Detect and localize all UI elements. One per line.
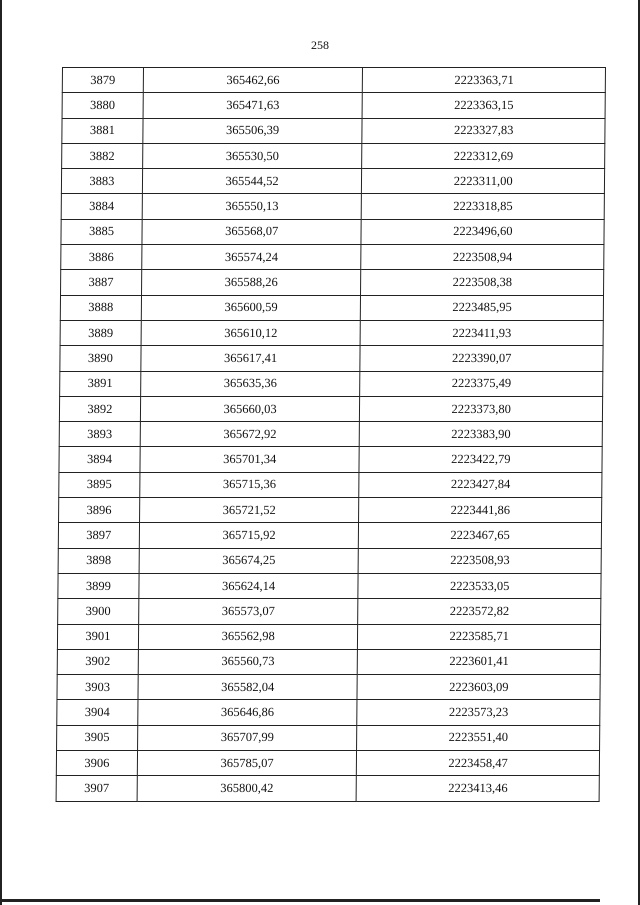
point-number-cell: 3882 — [62, 143, 143, 168]
x-coordinate-cell: 365721,52 — [139, 498, 359, 523]
x-coordinate-cell: 365617,41 — [141, 346, 361, 371]
y-coordinate-cell: 2223573,23 — [357, 700, 600, 725]
coordinates-table-body — [56, 68, 605, 802]
x-coordinate-cell: 365701,34 — [140, 447, 360, 472]
y-coordinate-cell: 2223508,38 — [361, 270, 604, 295]
point-number-cell: 3886 — [61, 245, 142, 270]
y-coordinate-cell: 2223375,49 — [360, 371, 603, 396]
x-coordinate-cell: 365660,03 — [140, 396, 360, 421]
x-coordinate-cell: 365672,92 — [140, 422, 360, 447]
point-number-cell: 3898 — [58, 548, 139, 573]
y-coordinate-cell: 2223311,00 — [362, 169, 605, 194]
y-coordinate-cell: 2223496,60 — [361, 219, 604, 244]
y-coordinate-cell: 2223427,84 — [359, 472, 602, 497]
table-row — [59, 498, 602, 523]
scan-edge-left — [0, 0, 2, 905]
point-number-cell: 3883 — [61, 169, 142, 194]
x-coordinate-cell: 365635,36 — [140, 371, 360, 396]
table-row — [58, 523, 601, 548]
point-number-cell: 3905 — [57, 725, 138, 750]
y-coordinate-cell: 2223373,80 — [360, 396, 603, 421]
point-number-cell: 3885 — [61, 219, 142, 244]
point-number-cell: 3888 — [60, 295, 141, 320]
y-coordinate-cell: 2223458,47 — [357, 751, 600, 776]
point-number-cell: 3880 — [62, 93, 143, 118]
table-row — [60, 371, 603, 396]
y-coordinate-cell: 2223422,79 — [359, 447, 602, 472]
table-row — [61, 245, 604, 270]
table-row — [59, 422, 602, 447]
y-coordinate-cell: 2223318,85 — [362, 194, 605, 219]
table-row — [61, 194, 604, 219]
point-number-cell: 3902 — [57, 649, 138, 674]
point-number-cell: 3901 — [57, 624, 138, 649]
table-row — [58, 573, 601, 598]
x-coordinate-cell: 365462,66 — [143, 68, 363, 93]
scan-edge-bottom — [0, 899, 600, 902]
x-coordinate-cell: 365574,24 — [142, 245, 362, 270]
table-row — [56, 751, 599, 776]
point-number-cell: 3884 — [61, 194, 142, 219]
y-coordinate-cell: 2223601,41 — [358, 649, 601, 674]
x-coordinate-cell: 365573,07 — [138, 599, 358, 624]
y-coordinate-cell: 2223603,09 — [357, 675, 600, 700]
point-number-cell: 3881 — [62, 118, 143, 143]
x-coordinate-cell: 365582,04 — [138, 675, 358, 700]
y-coordinate-cell: 2223363,71 — [363, 68, 606, 93]
x-coordinate-cell: 365506,39 — [143, 118, 363, 143]
table-row — [62, 68, 605, 93]
y-coordinate-cell: 2223508,93 — [359, 548, 602, 573]
point-number-cell: 3879 — [62, 68, 143, 93]
point-number-cell: 3889 — [60, 320, 141, 345]
x-coordinate-cell: 365624,14 — [139, 573, 359, 598]
table-row — [56, 776, 599, 801]
table-row — [57, 675, 600, 700]
table-row — [60, 320, 603, 345]
point-number-cell: 3900 — [58, 599, 139, 624]
table-row — [59, 472, 602, 497]
point-number-cell: 3893 — [59, 422, 140, 447]
table-row — [60, 346, 603, 371]
x-coordinate-cell: 365544,52 — [142, 169, 362, 194]
x-coordinate-cell: 365530,50 — [142, 143, 362, 168]
table-row — [59, 396, 602, 421]
point-number-cell: 3896 — [59, 498, 140, 523]
x-coordinate-cell: 365800,42 — [137, 776, 357, 801]
table-row — [58, 548, 601, 573]
x-coordinate-cell: 365610,12 — [141, 320, 361, 345]
x-coordinate-cell: 365600,59 — [141, 295, 361, 320]
x-coordinate-cell: 365715,36 — [140, 472, 360, 497]
table-row — [61, 219, 604, 244]
x-coordinate-cell: 365707,99 — [137, 725, 357, 750]
y-coordinate-cell: 2223585,71 — [358, 624, 601, 649]
x-coordinate-cell: 365560,73 — [138, 649, 358, 674]
table-row — [58, 599, 601, 624]
point-number-cell: 3906 — [56, 751, 137, 776]
table-row — [57, 700, 600, 725]
x-coordinate-cell: 365471,63 — [143, 93, 363, 118]
x-coordinate-cell: 365568,07 — [142, 219, 362, 244]
y-coordinate-cell: 2223383,90 — [360, 422, 603, 447]
point-number-cell: 3890 — [60, 346, 141, 371]
x-coordinate-cell: 365646,86 — [138, 700, 358, 725]
table-row — [59, 447, 602, 472]
point-number-cell: 3907 — [56, 776, 137, 801]
y-coordinate-cell: 2223363,15 — [362, 93, 605, 118]
x-coordinate-cell: 365588,26 — [141, 270, 361, 295]
page-number: 258 — [311, 38, 329, 52]
point-number-cell: 3904 — [57, 700, 138, 725]
y-coordinate-cell: 2223312,69 — [362, 143, 605, 168]
x-coordinate-cell: 365674,25 — [139, 548, 359, 573]
table-row — [57, 649, 600, 674]
y-coordinate-cell: 2223411,93 — [361, 320, 604, 345]
point-number-cell: 3897 — [58, 523, 139, 548]
x-coordinate-cell: 365785,07 — [137, 751, 357, 776]
coordinates-table — [56, 67, 606, 802]
point-number-cell: 3894 — [59, 447, 140, 472]
point-number-cell: 3899 — [58, 573, 139, 598]
table-row — [60, 295, 603, 320]
point-number-cell: 3891 — [60, 371, 141, 396]
y-coordinate-cell: 2223467,65 — [359, 523, 602, 548]
table-row — [57, 624, 600, 649]
point-number-cell: 3887 — [61, 270, 142, 295]
y-coordinate-cell: 2223485,95 — [361, 295, 604, 320]
table-row — [61, 169, 604, 194]
table-row — [62, 93, 605, 118]
point-number-cell: 3892 — [59, 396, 140, 421]
x-coordinate-cell: 365562,98 — [138, 624, 358, 649]
table-row — [57, 725, 600, 750]
y-coordinate-cell: 2223533,05 — [358, 573, 601, 598]
y-coordinate-cell: 2223390,07 — [360, 346, 603, 371]
y-coordinate-cell: 2223413,46 — [357, 776, 600, 801]
y-coordinate-cell: 2223508,94 — [361, 245, 604, 270]
point-number-cell: 3895 — [59, 472, 140, 497]
table-row — [62, 143, 605, 168]
table-row — [62, 118, 605, 143]
table-row — [61, 270, 604, 295]
y-coordinate-cell: 2223572,82 — [358, 599, 601, 624]
y-coordinate-cell: 2223441,86 — [359, 498, 602, 523]
y-coordinate-cell: 2223551,40 — [357, 725, 600, 750]
point-number-cell: 3903 — [57, 675, 138, 700]
x-coordinate-cell: 365550,13 — [142, 194, 362, 219]
x-coordinate-cell: 365715,92 — [139, 523, 359, 548]
y-coordinate-cell: 2223327,83 — [362, 118, 605, 143]
